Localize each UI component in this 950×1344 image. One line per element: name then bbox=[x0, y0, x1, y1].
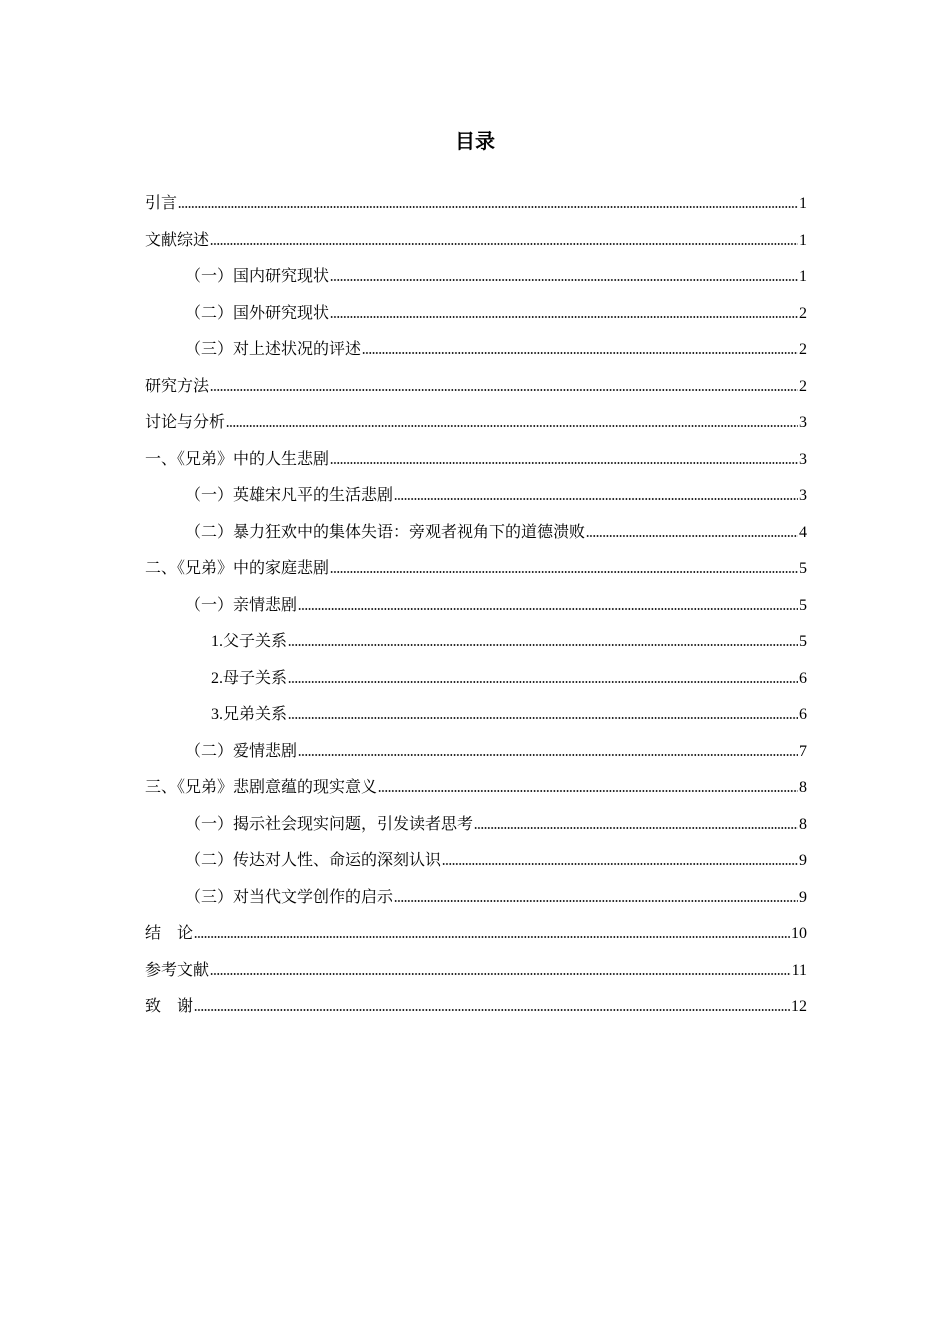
toc-entry[interactable] bbox=[145, 551, 807, 588]
dot-leader bbox=[194, 1008, 790, 1012]
toc-entry-page: 8 bbox=[799, 815, 807, 833]
toc-entry[interactable] bbox=[145, 916, 807, 953]
dot-leader bbox=[378, 789, 798, 793]
dot-leader bbox=[330, 315, 798, 319]
toc-entry-label: 研究方法 bbox=[145, 377, 210, 395]
toc-entry[interactable] bbox=[145, 953, 807, 990]
toc-entry[interactable] bbox=[145, 332, 807, 369]
toc-entry-label: （一）亲情悲剧 bbox=[185, 596, 298, 614]
toc-entry-page: 12 bbox=[791, 998, 807, 1015]
dot-leader bbox=[288, 716, 798, 720]
toc-entry-page: 3 bbox=[799, 487, 807, 504]
toc-entry-label: 讨论与分析 bbox=[145, 414, 226, 431]
toc-entry-label: 致 谢 bbox=[145, 998, 194, 1015]
toc-entry-label: （三）对当代文学创作的启示 bbox=[185, 888, 394, 906]
toc-entry-page: 2 bbox=[799, 304, 807, 322]
toc-entry-page: 6 bbox=[799, 669, 807, 687]
dot-leader bbox=[474, 826, 798, 830]
dot-leader bbox=[210, 972, 791, 976]
dot-leader bbox=[298, 753, 798, 757]
toc-entry-page: 10 bbox=[791, 925, 807, 942]
dot-leader bbox=[226, 424, 798, 428]
dot-leader bbox=[194, 935, 790, 939]
dot-leader bbox=[330, 278, 798, 282]
dot-leader bbox=[298, 607, 798, 611]
toc-entry-page: 2 bbox=[799, 341, 807, 358]
toc-entry-page: 6 bbox=[799, 706, 807, 723]
toc-entry-page: 5 bbox=[799, 633, 807, 650]
toc-entry-label: 1.父子关系 bbox=[211, 633, 288, 650]
dot-leader bbox=[210, 388, 798, 392]
toc-entry-label: 文献综述 bbox=[145, 231, 210, 249]
toc-entry-page: 5 bbox=[799, 596, 807, 614]
toc-entry[interactable] bbox=[145, 588, 807, 625]
toc-entry[interactable] bbox=[145, 880, 807, 917]
toc-title: 目录 bbox=[455, 129, 495, 153]
toc-entry-page: 3 bbox=[799, 450, 807, 468]
toc-entry-label: （一）揭示社会现实问题，引发读者思考 bbox=[185, 815, 474, 833]
toc-entry[interactable] bbox=[145, 259, 807, 296]
toc-entry-label: （一）英雄宋凡平的生活悲剧 bbox=[185, 487, 394, 504]
toc-entry[interactable] bbox=[145, 405, 807, 442]
dot-leader bbox=[178, 205, 798, 209]
dot-leader bbox=[394, 497, 798, 501]
toc-entry[interactable] bbox=[145, 515, 807, 552]
toc-entry-label: （二）传达对人性、命运的深刻认识 bbox=[185, 852, 442, 869]
dot-leader bbox=[210, 242, 798, 246]
toc-entry[interactable] bbox=[145, 989, 807, 1026]
dot-leader bbox=[330, 570, 798, 574]
toc-entry-label: （一）国内研究现状 bbox=[185, 268, 330, 285]
toc-entry-label: 3.兄弟关系 bbox=[211, 706, 288, 723]
toc-entry-page: 11 bbox=[791, 961, 807, 979]
toc-entry-page: 7 bbox=[799, 742, 807, 760]
toc-entry-page: 1 bbox=[799, 195, 807, 212]
toc-entry-label: 一、《兄弟》中的人生悲剧 bbox=[145, 450, 330, 468]
toc-entry-label: （二）国外研究现状 bbox=[185, 304, 330, 322]
toc-entry[interactable] bbox=[145, 697, 807, 734]
toc-entry[interactable] bbox=[145, 770, 807, 807]
dot-leader bbox=[586, 534, 798, 538]
toc-entry-page: 2 bbox=[799, 377, 807, 395]
toc-entry-page: 4 bbox=[799, 523, 807, 541]
toc-entry-page: 1 bbox=[799, 268, 807, 285]
dot-leader bbox=[330, 461, 798, 465]
toc-entry-label: （三）对上述状况的评述 bbox=[185, 341, 362, 358]
toc-entry-label: 引言 bbox=[145, 195, 178, 212]
toc-entry-label: 参考文献 bbox=[145, 961, 210, 979]
toc-entry[interactable] bbox=[145, 807, 807, 844]
toc-entry-page: 8 bbox=[799, 779, 807, 796]
toc-entry[interactable] bbox=[145, 734, 807, 771]
toc-entry[interactable] bbox=[145, 478, 807, 515]
toc-entry[interactable] bbox=[145, 661, 807, 698]
toc-entry-label: （二）暴力狂欢中的集体失语：旁观者视角下的道德溃败 bbox=[185, 523, 586, 541]
dot-leader bbox=[288, 680, 798, 684]
toc-entry-label: 结 论 bbox=[145, 925, 194, 942]
toc-entry[interactable] bbox=[145, 296, 807, 333]
dot-leader bbox=[442, 862, 798, 866]
toc-entry-label: （二）爱情悲剧 bbox=[185, 742, 298, 760]
toc-entry[interactable] bbox=[145, 369, 807, 406]
toc-entry-page: 5 bbox=[799, 560, 807, 577]
toc-entry-page: 9 bbox=[799, 888, 807, 906]
toc-entry-label: 2.母子关系 bbox=[211, 669, 288, 687]
table-of-contents bbox=[145, 186, 807, 1026]
toc-entry-page: 3 bbox=[799, 414, 807, 431]
dot-leader bbox=[288, 643, 798, 647]
toc-entry-page: 9 bbox=[799, 852, 807, 869]
toc-entry-label: 二、《兄弟》中的家庭悲剧 bbox=[145, 560, 330, 577]
toc-entry[interactable] bbox=[145, 442, 807, 479]
toc-entry[interactable] bbox=[145, 624, 807, 661]
toc-entry[interactable] bbox=[145, 223, 807, 260]
dot-leader bbox=[362, 351, 798, 355]
toc-entry[interactable] bbox=[145, 843, 807, 880]
toc-entry-page: 1 bbox=[799, 231, 807, 249]
toc-entry[interactable] bbox=[145, 186, 807, 223]
toc-entry-label: 三、《兄弟》悲剧意蕴的现实意义 bbox=[145, 779, 378, 796]
dot-leader bbox=[394, 899, 798, 903]
